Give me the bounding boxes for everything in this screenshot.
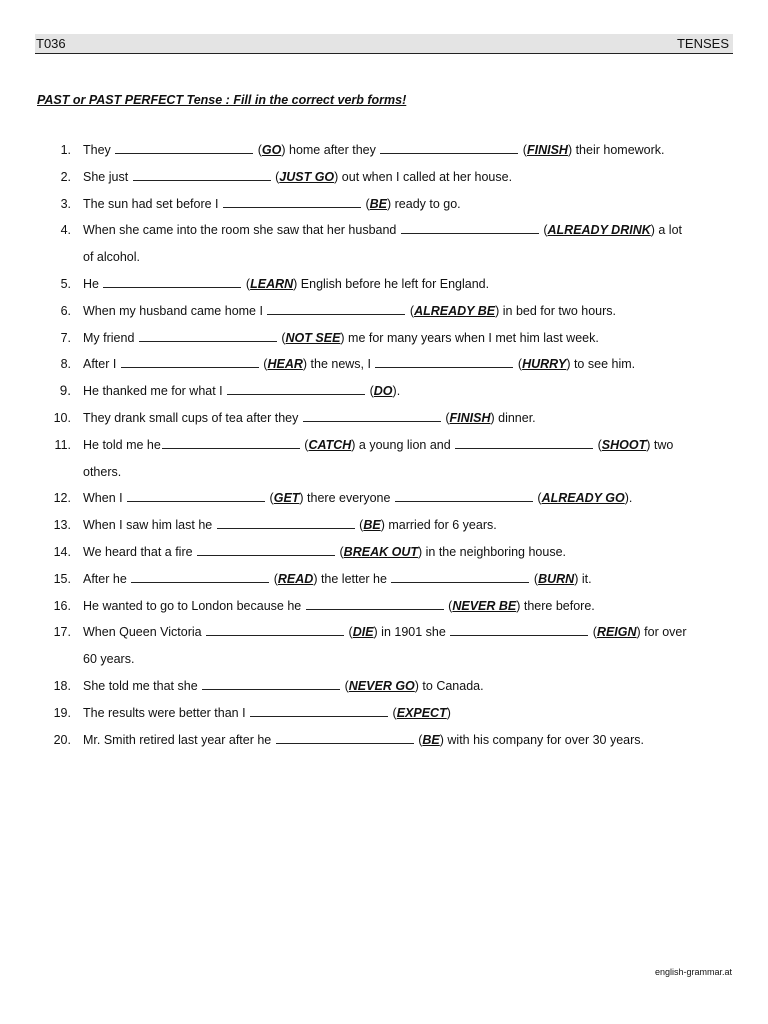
sentence-text: ( <box>361 196 370 211</box>
sentence-text: ) it. <box>574 571 592 586</box>
verb-hint: READ <box>277 571 314 586</box>
sentence-text: ) married for 6 years. <box>380 518 497 533</box>
verb-hint: GO <box>261 143 282 157</box>
item-number: 8. <box>60 357 71 372</box>
sentence-text: ). <box>624 491 633 506</box>
sentence-text: ) to see him. <box>566 357 636 372</box>
item-sentence <box>83 730 644 757</box>
sentence-text: ( <box>336 545 344 559</box>
answer-blank[interactable] <box>250 704 388 717</box>
answer-blank[interactable] <box>380 141 518 154</box>
verb-hint: NEVER GO <box>348 679 415 693</box>
sentence-text: When my husband came home I <box>83 303 267 318</box>
answer-blank[interactable] <box>206 623 344 636</box>
answer-blank[interactable] <box>375 355 513 368</box>
sentence-text: She just <box>83 169 132 184</box>
item-number: 15. <box>53 571 71 586</box>
verb-hint: CATCH <box>308 437 352 452</box>
sentence-text: ( <box>406 303 415 318</box>
sentence-text: ( <box>345 625 353 640</box>
verb-hint: FINISH <box>449 411 491 425</box>
item-number: 17. <box>53 625 71 640</box>
sentence-text: He <box>83 277 103 291</box>
sentence-text: The results were better than I <box>83 705 250 720</box>
sentence-text: She told me that she <box>83 679 202 693</box>
answer-blank[interactable] <box>131 570 269 583</box>
sentence-text: ) there before. <box>516 598 595 613</box>
verb-hint: BE <box>422 732 440 747</box>
verb-hint: REIGN <box>596 625 637 640</box>
verb-hint: ALREADY BE <box>414 303 496 318</box>
sentence-text: We heard that a fire <box>83 545 197 559</box>
sentence-text: They drank small cups of tea after they <box>83 411 302 425</box>
item-number: 12. <box>53 491 71 506</box>
sentence-text: ). <box>392 384 401 399</box>
item-sentence <box>83 622 687 649</box>
item-sentence <box>83 381 400 408</box>
item-sentence-continuation: of alcohol. <box>83 250 140 265</box>
item-number: 7. <box>60 330 71 345</box>
verb-hint: JUST GO <box>279 169 335 184</box>
item-number: 10. <box>53 411 71 425</box>
sentence-text: ) the news, I <box>302 357 375 372</box>
verb-hint: HURRY <box>522 357 567 372</box>
verb-hint: ALREADY DRINK <box>547 223 651 238</box>
item-sentence-continuation: others. <box>83 464 122 479</box>
sentence-text: ( <box>441 411 450 425</box>
sentence-text: ( <box>414 732 423 747</box>
sentence-text: ) in 1901 she <box>373 625 450 640</box>
item-number: 9. <box>59 383 71 399</box>
sentence-text: ) to Canada. <box>414 679 484 693</box>
sentence-text: ) dinner. <box>490 411 536 425</box>
sentence-text: ) two <box>646 437 674 452</box>
item-sentence <box>83 703 451 730</box>
sentence-text: ( <box>594 437 602 452</box>
sentence-text: He thanked me for what I <box>83 384 227 399</box>
verb-hint: FINISH <box>526 143 568 157</box>
answer-blank[interactable] <box>306 597 444 610</box>
verb-hint: DO <box>373 384 393 399</box>
sentence-text: ( <box>300 437 309 452</box>
sentence-text: ) there everyone <box>299 491 394 506</box>
sentence-text: ( <box>242 277 251 291</box>
verb-hint: BURN <box>538 571 575 586</box>
item-number: 20. <box>53 732 71 747</box>
sentence-text: ) in the neighboring house. <box>417 545 567 559</box>
item-sentence <box>83 220 682 247</box>
item-sentence <box>83 515 497 542</box>
sentence-text: ( <box>589 625 597 640</box>
sentence-text: ) their homework. <box>567 143 665 157</box>
answer-blank[interactable] <box>223 195 361 208</box>
sentence-text: ( <box>271 169 280 184</box>
answer-blank[interactable] <box>267 302 405 315</box>
sentence-text: ) a lot <box>650 223 683 238</box>
item-number: 19. <box>53 705 71 720</box>
answer-blank[interactable] <box>276 731 414 744</box>
item-sentence <box>83 328 599 355</box>
sentence-text: ) home after they <box>281 143 380 157</box>
item-sentence <box>83 676 484 703</box>
verb-hint: NOT SEE <box>285 330 341 345</box>
item-number: 13. <box>53 518 71 533</box>
worksheet-code: T036 <box>36 36 66 51</box>
answer-blank[interactable] <box>115 141 253 154</box>
answer-blank[interactable] <box>162 436 300 449</box>
verb-hint: BREAK OUT <box>343 545 418 559</box>
item-sentence <box>83 542 566 569</box>
item-number: 14. <box>53 545 71 559</box>
exercise-title: PAST or PAST PERFECT Tense : Fill in the correct verb forms! <box>37 93 407 107</box>
sentence-text: ( <box>530 571 539 586</box>
answer-blank[interactable] <box>455 436 593 449</box>
answer-blank[interactable] <box>121 355 259 368</box>
sentence-text: He told me he <box>83 437 161 452</box>
verb-hint: EXPECT <box>396 705 447 720</box>
item-sentence-continuation: 60 years. <box>83 652 135 667</box>
answer-blank[interactable] <box>139 329 277 342</box>
sentence-text: ) for over <box>636 625 687 640</box>
item-number: 16. <box>53 598 71 613</box>
answer-blank[interactable] <box>133 168 271 181</box>
item-sentence <box>83 274 489 301</box>
sentence-text: ) <box>446 705 451 720</box>
sentence-text: When Queen Victoria <box>83 625 206 640</box>
verb-hint: LEARN <box>250 277 294 291</box>
item-sentence <box>83 408 536 435</box>
sentence-text: ) in bed for two hours. <box>495 303 617 318</box>
sentence-text: ( <box>519 143 527 157</box>
item-number: 5. <box>60 277 71 291</box>
sentence-text: ( <box>533 491 542 506</box>
answer-blank[interactable] <box>103 275 241 288</box>
item-number: 6. <box>60 303 71 318</box>
footer-source: english-grammar.at <box>654 967 732 977</box>
verb-hint: BE <box>363 518 381 533</box>
sentence-text: After he <box>83 571 131 586</box>
sentence-text: ( <box>266 491 274 506</box>
item-sentence <box>83 301 616 328</box>
answer-blank[interactable] <box>227 382 365 395</box>
sentence-text: ( <box>254 143 262 157</box>
sentence-text: ) me for many years when I met him last week. <box>340 330 599 345</box>
sentence-text: ) with his company for over 30 years. <box>439 732 645 747</box>
item-sentence <box>83 488 632 515</box>
item-sentence <box>83 140 665 167</box>
sentence-text: ( <box>259 357 268 372</box>
sentence-text: Mr. Smith retired last year after he <box>83 732 275 747</box>
worksheet-topic: TENSES <box>676 36 729 51</box>
verb-hint: HEAR <box>267 357 303 372</box>
item-number: 11. <box>54 437 71 452</box>
sentence-text: ( <box>539 223 548 238</box>
sentence-text: ) ready to go. <box>387 196 461 211</box>
sentence-text: ) out when I called at her house. <box>334 169 513 184</box>
verb-hint: SHOOT <box>601 437 647 452</box>
sentence-text: They <box>83 143 115 157</box>
answer-blank[interactable] <box>395 489 533 502</box>
sentence-text: ( <box>355 518 364 533</box>
sentence-text: When I saw him last he <box>83 518 216 533</box>
item-sentence <box>83 194 461 221</box>
sentence-text: After I <box>83 357 120 372</box>
sentence-text: The sun had set before I <box>83 196 222 211</box>
sentence-text: ( <box>277 330 286 345</box>
sentence-text: ( <box>444 598 453 613</box>
item-sentence <box>83 596 595 623</box>
item-number: 3. <box>60 196 71 211</box>
item-number: 4. <box>60 223 71 238</box>
sentence-text: ) English before he left for England. <box>293 277 490 291</box>
answer-blank[interactable] <box>202 677 340 690</box>
sentence-text: My friend <box>83 330 138 345</box>
item-sentence <box>83 354 635 381</box>
item-number: 1. <box>60 143 71 157</box>
verb-hint: BE <box>369 196 387 211</box>
sentence-text: When I <box>83 491 127 506</box>
answer-blank[interactable] <box>303 409 441 422</box>
verb-hint: GET <box>273 491 300 506</box>
verb-hint: NEVER BE <box>452 598 517 613</box>
item-sentence <box>83 167 512 194</box>
item-sentence <box>83 569 592 596</box>
answer-blank[interactable] <box>127 489 265 502</box>
answer-blank[interactable] <box>391 570 529 583</box>
answer-blank[interactable] <box>450 623 588 636</box>
sentence-text: ( <box>389 705 397 720</box>
sentence-text: When she came into the room she saw that her husband <box>83 223 400 238</box>
answer-blank[interactable] <box>401 221 539 234</box>
sentence-text: ( <box>341 679 349 693</box>
verb-hint: ALREADY GO <box>541 491 625 506</box>
item-number: 18. <box>53 679 71 693</box>
sentence-text: ( <box>270 571 278 586</box>
sentence-text: ( <box>514 357 523 372</box>
header-bar <box>35 34 733 54</box>
sentence-text: ) the letter he <box>313 571 391 586</box>
verb-hint: DIE <box>352 625 374 640</box>
answer-blank[interactable] <box>217 516 355 529</box>
answer-blank[interactable] <box>197 543 335 556</box>
item-sentence <box>83 435 673 462</box>
sentence-text: ( <box>366 384 374 399</box>
item-number: 2. <box>60 169 71 184</box>
sentence-text: ) a young lion and <box>351 437 455 452</box>
sentence-text: He wanted to go to London because he <box>83 598 305 613</box>
